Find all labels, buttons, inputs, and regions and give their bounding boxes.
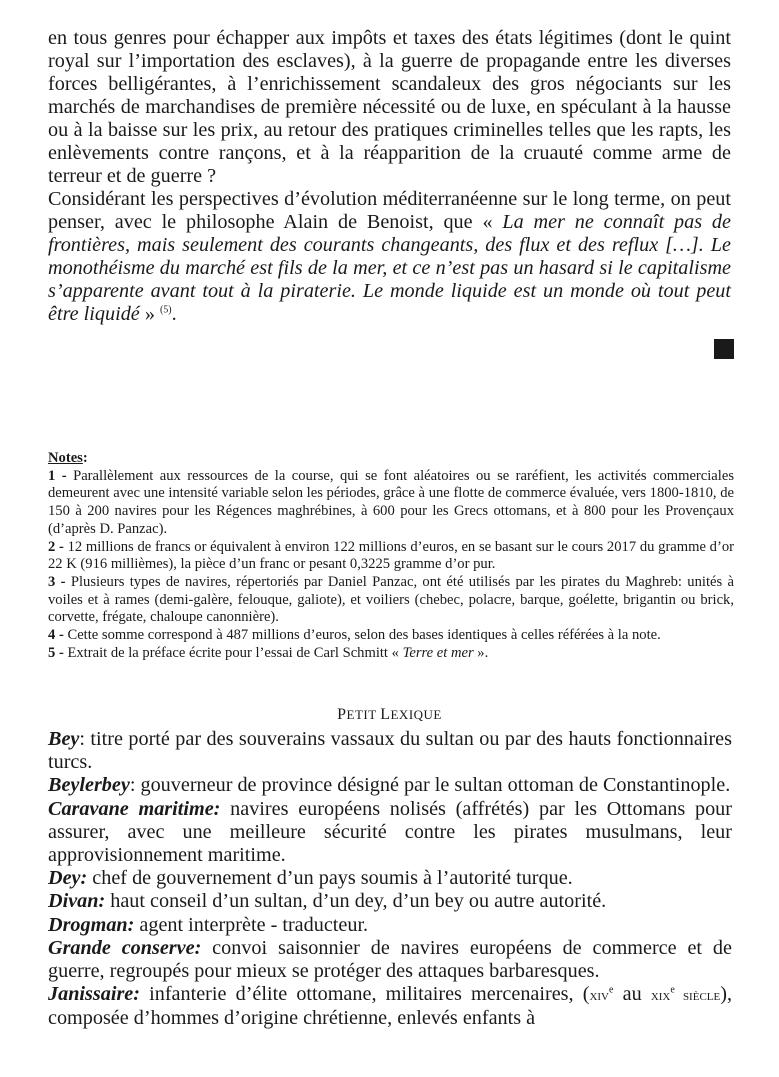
notes-title: Notes: [48, 450, 83, 466]
notes-title-colon: :: [82, 450, 88, 466]
lexique-definition: navires européens nolisés (affrétés) par les Ottomans pour assurer, avec une meilleure sécurité contre les pirates musulmans, leur approvisionnement maritime.: [48, 797, 732, 867]
note-text: Parallèlement aux ressources de la course, qui se font aléatoires ou se raréfient, les activités commerciales demeurent avec une intensité variable selon les périodes, grâce à une flotte de commerce évaluée, vers 1800-1810, de 150 à 200 navires pour les Régences maghrébines, à 600 pour les Grecs ottomans, et à 800 pour les Provençaux (d’après D. Panzac).: [48, 467, 734, 537]
note-reference-5: (5): [159, 304, 172, 316]
century-separator: au: [613, 983, 651, 1006]
benoist-quote: La mer ne connaît pas de frontières, mais seulement des courants changeants, des flux et des reflux […]. Le monothéisme du marché est fils de la mer, et ce n’est pas un hasard si le capitalisme s’apparente avant tout à la piraterie. Le monde liquide est un monde où tout peut être liquidé: [48, 211, 731, 325]
end-of-article-square-icon: [714, 339, 734, 359]
note-book-title: Terre et mer: [402, 644, 474, 661]
century-start-suffix: e: [609, 984, 614, 996]
lexique-term: Bey: [48, 728, 80, 750]
lexique-entry: [48, 867, 732, 890]
paragraph-2: [48, 188, 731, 326]
note-5: [48, 645, 734, 663]
century-end-suffix: e: [670, 984, 675, 996]
lexique-term: Grande conserve:: [48, 936, 202, 959]
lexique-entry: [48, 890, 732, 913]
lexique-definition: haut conseil d’un sultan, d’un dey, d’un bey ou autre autorité.: [105, 890, 607, 913]
note-text: Extrait de la préface écrite pour l’essai de Carl Schmitt «: [63, 644, 403, 661]
note-text: Cette somme correspond à 487 millions d’euros, selon des bases identiques à celles référées à la note.: [63, 627, 661, 644]
lexique-entry: [48, 914, 732, 937]
lexique-term: Dey:: [48, 867, 88, 890]
note-number: 4 -: [48, 627, 64, 644]
paragraph-2-end: .: [171, 303, 177, 325]
lexique-definition: agent interprète - traducteur.: [134, 913, 369, 936]
note-number: 1 -: [48, 467, 67, 484]
lexique-list: [48, 728, 732, 1031]
lexique-heading: [0, 706, 779, 724]
heading-cap-l: L: [380, 706, 391, 723]
lexique-definition-tail: ), composée d’hommes d’origine chrétienne, enlevés enfants à: [48, 983, 732, 1030]
paragraph-1: en tous genres pour échapper aux impôts et taxes des états légitimes (dont le quint royal sur l’importation des esclaves), à la guerre de propagande entre les diverses forces belligérantes, à l’enrichissement scandaleux des gros négociants sur les marchés de marchandises de première nécessité ou de luxe, en spéculant à la hausse ou à la baisse sur les prix, au retour des pratiques criminelles telles que les rapts, les enlèvements contre rançons, et à la réapparition de la cruauté comme arme de terreur et de guerre ?: [48, 27, 731, 187]
note-3: [48, 574, 734, 627]
note-text: Plusieurs types de navires, répertoriés par Daniel Panzac, ont été utilisés par les pirates du Maghreb: unités à voiles et à rames (demi-galère, felouque, galiote), et voiliers (chebec, polacre, barque, goélette, brigantin ou brick, corvette, frégate, chaloupe canonnière).: [48, 573, 734, 626]
lexique-term: Janissaire:: [48, 983, 140, 1006]
note-number: 2 -: [48, 538, 64, 555]
lexique-entry: [48, 983, 732, 1030]
heading-rest-1: ETIT: [346, 707, 381, 722]
century-word: siècle: [674, 987, 721, 1005]
heading-cap-p: P: [337, 706, 347, 723]
note-1: [48, 468, 734, 539]
note-number: 5 -: [48, 644, 64, 661]
lexique-definition: : titre porté par des souverains vassaux du sultan ou par des hauts fonctionnaires turcs.: [48, 728, 732, 774]
lexique-entry: [48, 798, 732, 868]
lexique-term: Drogman:: [48, 913, 135, 936]
note-4: [48, 627, 734, 645]
paragraph-2-lead: Considérant les perspectives d’évolution méditerranéenne sur le long terme, on peut penser, avec le philosophe Alain de Benoist, que «: [48, 188, 731, 233]
lexique-definition: infanterie d’élite ottomane, militaires mercenaires, (: [139, 983, 590, 1006]
lexique-term: Beylerbey: [48, 774, 130, 797]
lexique-entry: [48, 728, 732, 774]
notes-heading: [48, 450, 734, 468]
note-number: 3 -: [48, 573, 66, 590]
note-tail: ».: [473, 644, 489, 661]
heading-rest-2: EXIQUE: [390, 707, 442, 722]
lexique-term: Caravane maritime:: [48, 797, 221, 820]
main-text: [48, 27, 731, 326]
quote-close: »: [139, 303, 160, 325]
century-start: xiv: [589, 987, 610, 1005]
lexique-definition: chef de gouvernement d’un pays soumis à l’autorité turque.: [87, 867, 573, 890]
lexique-entry: [48, 937, 732, 983]
century-end: xix: [650, 987, 671, 1005]
note-2: [48, 539, 734, 574]
lexique-term: Divan:: [48, 890, 106, 913]
lexique-entry: [48, 774, 732, 797]
notes-section: [48, 450, 734, 662]
lexique-definition: convoi saisonnier de navires européens de commerce et de guerre, regroupés pour mieux se protéger des attaques barbaresques.: [48, 936, 732, 983]
lexique-definition: : gouverneur de province désigné par le sultan ottoman de Constantinople.: [129, 774, 731, 797]
note-text: 12 millions de francs or équivalent à environ 122 millions d’euros, en se basant sur le cours 2017 du gramme d’or 22 K (916 millièmes), la pièce d’un franc or pesant 0,3225 gramme d’or pur.: [48, 538, 734, 573]
